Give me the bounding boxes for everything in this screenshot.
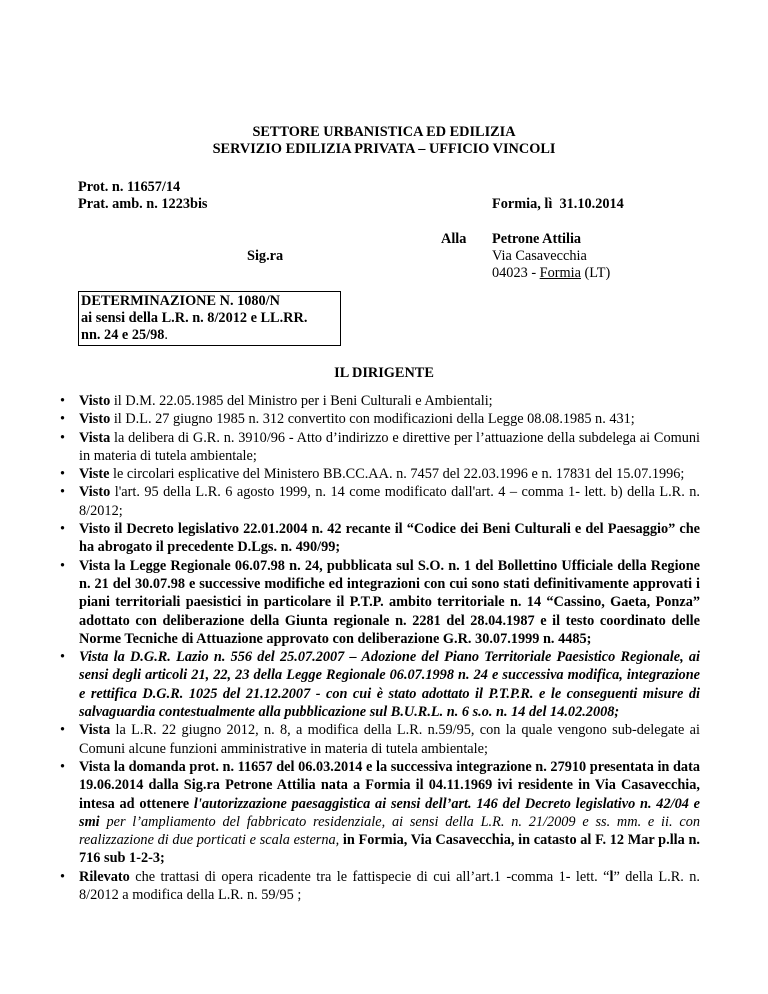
bullet: • <box>60 411 66 428</box>
bullet: • <box>60 649 66 666</box>
determination-basis-1: ai sensi della L.R. n. 8/2012 e LL.RR. <box>81 310 308 326</box>
recipient-title: Sig.ra <box>247 248 284 264</box>
recipient-address <box>492 231 610 282</box>
list-item: • Vista la D.G.R. Lazio n. 556 del 25.07.2007 – Adozione del Piano Territoriale Paesistico Regionale, ai sensi degli articoli 21, 22, 23 della Legge Regionale 06.07.1998 n. 24 e successiva modifica, integrazione e rettifica D.G.R. 1025 del 21.12.2007 - con cui è stato adottato il P.T.P.R. e le conseguenti misure di salvaguardia contestualmente alla pubblicazione sul B.U.R.L. n. 6 s.o. n. 14 del 14.02.2008; <box>60 649 700 721</box>
bullet: • <box>60 868 66 885</box>
recipient-province: (LT) <box>580 265 611 281</box>
list-item: • Visto l'art. 95 della L.R. 6 agosto 1999, n. 14 come modificato dall'art. 4 – comma 1- lett. b) della L.R. n. 8/2012; <box>60 484 700 519</box>
bullet: • <box>60 484 66 501</box>
list-item: • Viste le circolari esplicative del Ministero BB.CC.AA. n. 7457 del 22.03.1996 e n. 17831 del 15.07.1996; <box>60 466 685 483</box>
considerations-list <box>60 392 700 904</box>
list-item: • Visto il D.L. 27 giugno 1985 n. 312 convertito con modificazioni della Legge 08.08.1985 n. 431; <box>60 411 635 428</box>
practice-number: Prat. amb. n. 1223bis <box>78 196 208 212</box>
sector-title: SETTORE URBANISTICA ED EDILIZIA <box>252 124 516 140</box>
list-item: • Vista la L.R. 22 giugno 2012, n. 8, a modifica della L.R. n.59/95, con la quale vengono sub-delegate ai Comuni alcune funzioni amministrative in materia di tutela ambientale; <box>60 722 700 757</box>
bullet: • <box>60 429 66 446</box>
main-title: IL DIRIGENTE <box>334 365 434 381</box>
bullet: • <box>60 722 66 739</box>
recipient-city-line <box>492 265 610 282</box>
bullet: • <box>60 758 66 775</box>
recipient-name: Petrone Attilia <box>492 231 582 247</box>
service-title: SERVIZIO EDILIZIA PRIVATA – UFFICIO VINCOLI <box>212 141 556 157</box>
bullet: • <box>60 466 66 483</box>
determination-number: DETERMINAZIONE N. 1080/N <box>81 293 280 309</box>
bullet: • <box>60 393 66 409</box>
list-item: • Vista la delibera di G.R. n. 3910/96 - Atto d’indirizzo e direttive per l’attuazione della subdelega ai Comuni in materia di tutela ambientale; <box>60 429 700 464</box>
list-item: • Visto il Decreto legislativo 22.01.2004 n. 42 recante il “Codice dei Beni Culturali e del Paesaggio” che ha abrogato il precedente D.Lgs. n. 490/99; <box>60 521 700 556</box>
list-item: • Rilevato che trattasi di opera ricadente tra le fattispecie di cui all’art.1 -comma 1- lett. “l” della L.R. n. 8/2012 a modifica della L.R. n. 59/95 ; <box>60 868 700 904</box>
recipient-prefix: Alla <box>441 231 467 247</box>
recipient-city: Formia <box>539 265 581 281</box>
determination-basis-2: nn. 24 e 25/98. <box>81 327 168 343</box>
recipient-cap: 04023 - <box>492 265 540 281</box>
place-date: Formia, lì 31.10.2014 <box>492 196 624 212</box>
determination-box <box>78 291 341 346</box>
bullet: • <box>60 521 66 538</box>
protocol-number: Prot. n. 11657/14 <box>78 179 181 195</box>
list-item: • Visto il D.M. 22.05.1985 del Ministro per i Beni Culturali e Ambientali; <box>60 393 493 409</box>
list-item: • Vista la Legge Regionale 06.07.98 n. 24, pubblicata sul S.O. n. 1 del Bollettino Ufficiale della Regione n. 21 del 30.07.98 e successive modifiche ed integrazioni con cui sono stati definitivamente approvati i piani territoriali paesistici in particolare il P.T.P. ambito territoriale n. 14 “Cassino, Gaeta, Ponza” adottato con deliberazione della Giunta regionale n. 2281 del 28.04.1987 e il testo coordinato delle Norme Tecniche di Attuazione approvato con deliberazione G.R. 30.07.1999 n. 4485; <box>60 557 700 647</box>
list-item: • Vista la domanda prot. n. 11657 del 06.03.2014 e la successiva integrazione n. 27910 presentata in data 19.06.2014 dalla Sig.ra Petrone Attilia nata a Formia il 04.11.1969 ivi residente in Via Casavecchia, intesa ad ottenere l'autorizzazione paesaggistica ai sensi dell’art. 146 del Decreto legislativo n. 42/04 e smi per l’ampliamento del fabbricato residenziale, ai sensi della L.R. n. 21/2009 e ss. mm. e ii. con realizzazione di due porticati e scala esterna, in Formia, Via Casavecchia, in catasto al F. 12 Mar p.lla n. 716 sub 1-2-3; <box>60 758 700 867</box>
office-header <box>0 124 768 158</box>
bullet: • <box>60 557 66 574</box>
recipient-street: Via Casavecchia <box>492 248 587 264</box>
